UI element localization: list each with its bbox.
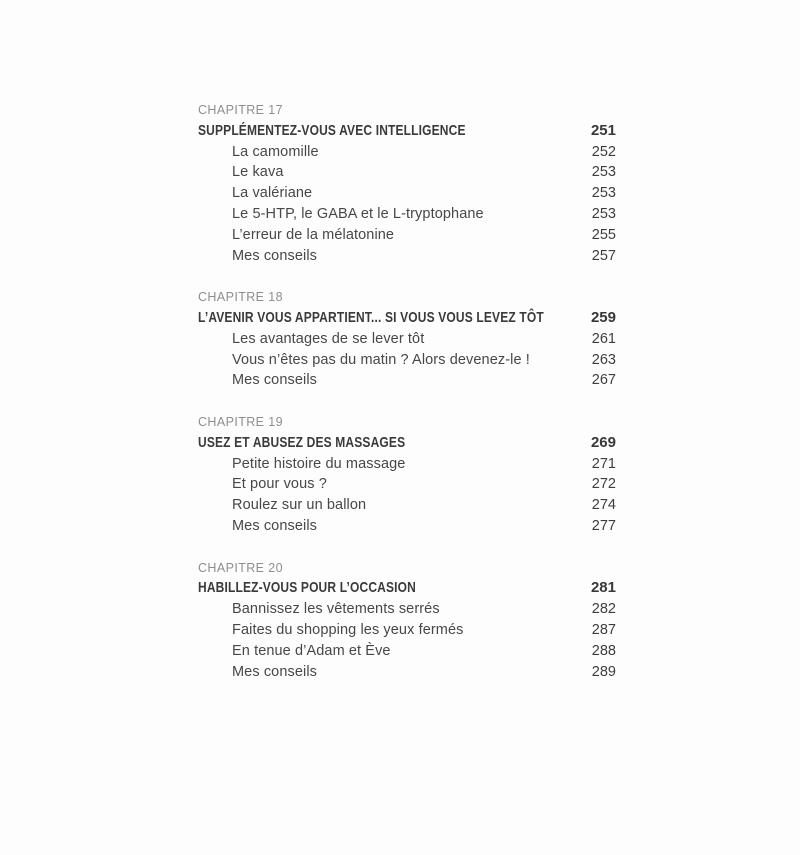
toc-item-page-number: 287 <box>591 621 616 638</box>
chapter-label: CHAPITRE 19 <box>198 414 283 429</box>
toc-item-page-number: 272 <box>591 476 616 493</box>
toc-item-row <box>198 225 616 246</box>
toc-item-title: Faites du shopping les yeux fermés <box>232 621 464 638</box>
toc-item-title: Et pour vous ? <box>232 476 327 493</box>
toc-item-row <box>198 599 616 620</box>
toc-chapter-block <box>198 287 616 391</box>
toc-item-title: Mes conseils <box>232 372 318 389</box>
toc-item-row <box>198 370 616 391</box>
toc-item-page-number: 252 <box>591 143 616 160</box>
toc-item-page-number: 288 <box>591 642 616 659</box>
chapter-page-number: 251 <box>590 121 616 139</box>
toc-item-row <box>198 495 616 516</box>
toc-item-page-number: 282 <box>591 601 616 618</box>
toc-item-row <box>198 183 616 204</box>
toc-item-title: Bannissez les vêtements serrés <box>232 601 440 618</box>
toc-item-title: Mes conseils <box>232 247 318 264</box>
toc-item-page-number: 255 <box>591 226 616 243</box>
chapter-page-number: 269 <box>590 433 616 451</box>
toc-item-title: La camomille <box>232 143 319 160</box>
toc-item-title: L’erreur de la mélatonine <box>232 226 395 243</box>
toc-item-row <box>198 246 616 267</box>
toc-item-page-number: 257 <box>591 247 616 264</box>
toc-item-page-number: 253 <box>591 185 616 202</box>
toc-chapter-block <box>198 412 616 537</box>
toc-item-page-number: 267 <box>591 372 616 389</box>
toc-item-title: Le 5-HTP, le GABA et le L-tryptophane <box>232 205 484 222</box>
toc-item-title: Roulez sur un ballon <box>232 497 367 514</box>
toc-chapter-block <box>198 100 616 266</box>
toc-item-row <box>198 641 616 662</box>
toc-item-row <box>198 662 616 683</box>
chapter-title-row <box>198 308 616 329</box>
chapter-label: CHAPITRE 18 <box>198 290 283 305</box>
toc-item-title: Petite histoire du massage <box>232 455 406 472</box>
chapter-label: CHAPITRE 20 <box>198 560 283 575</box>
chapter-title-row <box>198 121 616 142</box>
toc-item-row <box>198 142 616 163</box>
chapter-label: CHAPITRE 17 <box>198 103 283 117</box>
toc-item-row <box>198 620 616 641</box>
chapter-title-row <box>198 433 616 454</box>
toc-item-row <box>198 350 616 371</box>
toc-item-page-number: 263 <box>591 351 616 368</box>
toc-item-page-number: 274 <box>591 497 616 514</box>
toc-item-page-number: 271 <box>591 455 616 472</box>
table-of-contents <box>198 100 616 703</box>
toc-item-page-number: 253 <box>591 164 616 181</box>
toc-item-row <box>198 474 616 495</box>
chapter-title-row <box>198 578 616 599</box>
toc-item-row <box>198 162 616 183</box>
toc-item-title: Les avantages de se lever tôt <box>232 330 425 347</box>
chapter-title: SUPPLÉMENTEZ-VOUS AVEC INTELLIGENCE <box>198 121 466 139</box>
toc-item-row <box>198 329 616 350</box>
toc-item-title: Vous n’êtes pas du matin ? Alors devenez-le ! <box>232 351 530 368</box>
toc-item-title: Mes conseils <box>232 663 318 680</box>
chapter-title: USEZ ET ABUSEZ DES MASSAGES <box>198 433 406 451</box>
toc-item-title: Mes conseils <box>232 517 318 534</box>
toc-item-page-number: 289 <box>591 663 616 680</box>
toc-chapter-block <box>198 558 616 683</box>
toc-item-row <box>198 454 616 475</box>
chapter-title: HABILLEZ-VOUS POUR L’OCCASION <box>198 579 416 597</box>
toc-item-row <box>198 516 616 537</box>
toc-item-row <box>198 204 616 225</box>
toc-item-page-number: 277 <box>591 517 616 534</box>
toc-item-title: La valériane <box>232 185 313 202</box>
chapter-title: L’AVENIR VOUS APPARTIENT... SI VOUS VOUS LEVEZ TÔT <box>198 308 544 326</box>
chapter-page-number: 281 <box>590 579 616 597</box>
toc-item-title: En tenue d’Adam et Ève <box>232 642 391 659</box>
toc-item-page-number: 261 <box>591 330 616 347</box>
toc-item-page-number: 253 <box>591 205 616 222</box>
chapter-page-number: 259 <box>590 308 616 326</box>
toc-item-title: Le kava <box>232 164 284 181</box>
